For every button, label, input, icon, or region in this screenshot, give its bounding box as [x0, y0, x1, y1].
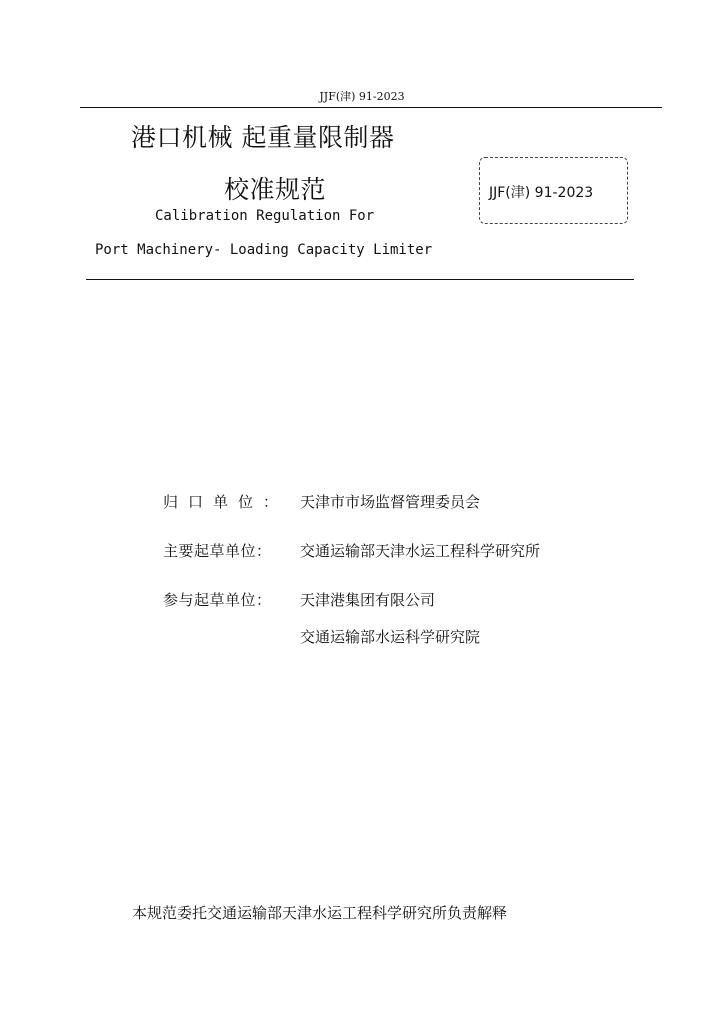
main-drafting-unit-value: 交通运输部天津水运工程科学研究所	[300, 542, 541, 560]
responsible-unit-label: 归口单位：	[163, 493, 289, 511]
header-document-code: JJF(津) 91-2023	[319, 90, 405, 103]
title-divider	[86, 279, 634, 280]
participating-unit-value-2: 交通运输部水运科学研究院	[300, 628, 481, 646]
responsible-unit-value: 天津市市场监督管理委员会	[300, 493, 481, 511]
interpretation-note: 本规范委托交通运输部天津水运工程科学研究所负责解释	[132, 904, 508, 922]
document-title-line-1: 港口机械 起重量限制器	[131, 123, 395, 152]
english-title-line-2: Port Machinery- Loading Capacity Limiter	[95, 242, 433, 258]
document-code-box-text: JJF(津) 91-2023	[489, 185, 594, 201]
main-drafting-unit-label: 主要起草单位：	[163, 542, 272, 560]
participating-unit-value-1: 天津港集团有限公司	[300, 591, 436, 609]
header-divider	[80, 107, 662, 108]
document-title-line-2: 校准规范	[224, 175, 327, 204]
participating-unit-label: 参与起草单位：	[163, 591, 272, 609]
english-title-line-1: Calibration Regulation For	[155, 208, 375, 224]
